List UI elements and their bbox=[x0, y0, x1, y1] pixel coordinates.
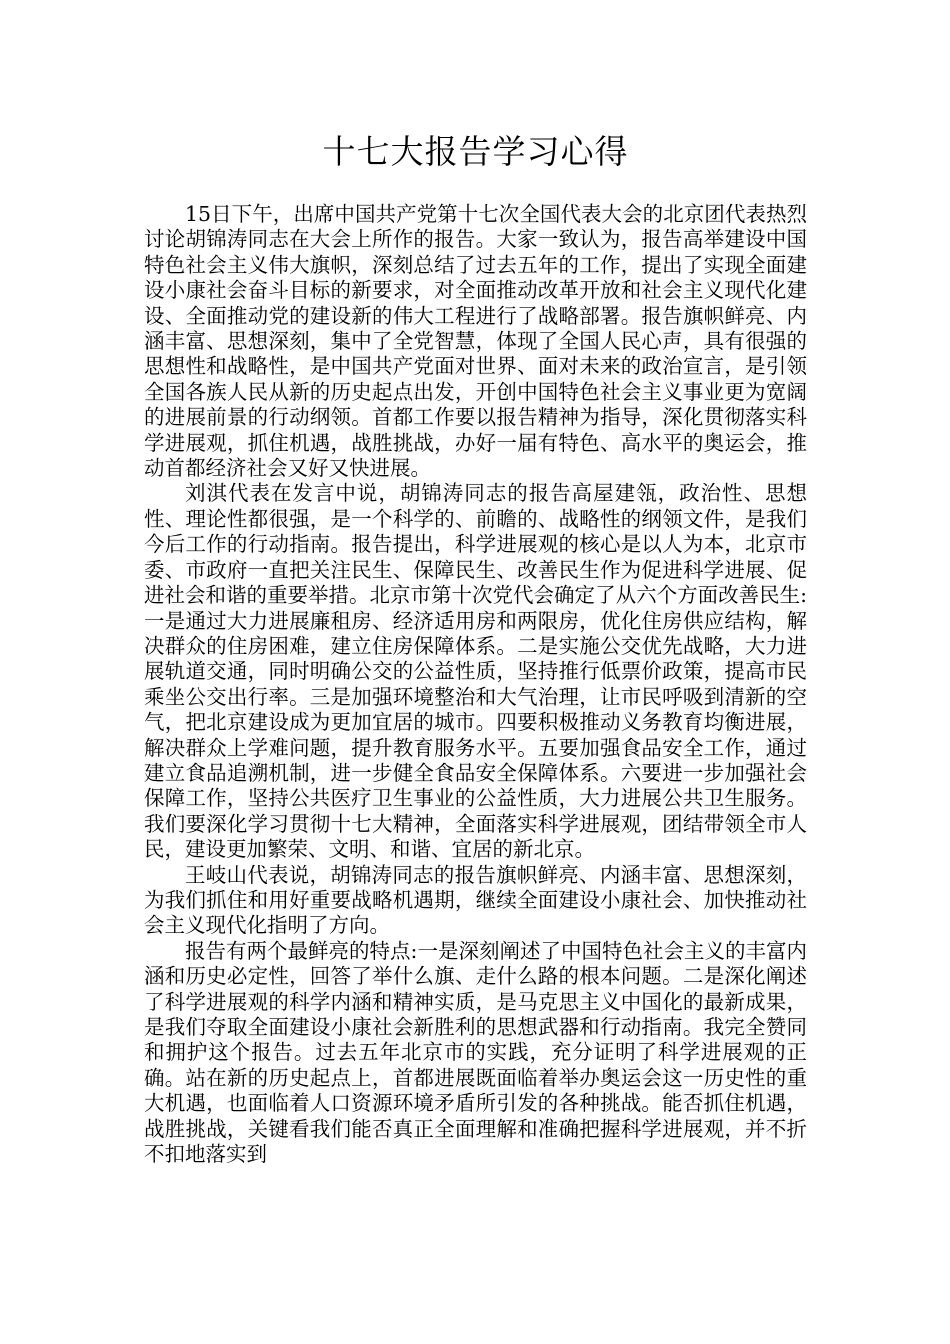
document-title: 十七大报告学习心得 bbox=[322, 132, 629, 171]
document-page bbox=[144, 0, 807, 1167]
paragraph-1: 15日下午，出席中国共产党第十七次全国代表大会的北京团代表热烈讨论胡锦涛同志在大会上所作的报告。大家一致认为，报告高举建设中国特色社会主义伟大旗帜，深刻总结了过去五年的工作，提出了实现全面建设小康社会奋斗目标的新要求，对全面推动改革开放和社会主义现代化建设、全面推动党的建设新的伟大工程进行了战略部署。报告旗帜鲜亮、内涵丰富、思想深刻，集中了全党智慧，体现了全国人民心声，具有很强的思想性和战略性，是中国共产党面对世界、面对未来的政治宣言，是引领全国各族人民从新的历史起点出发，开创中国特色社会主义事业更为宽阔的进展前景的行动纲领。首都工作要以报告精神为指导，深化贯彻落实科学进展观，抓住机遇，战胜挑战，办好一届有特色、高水平的奥运会，推动首都经济社会又好又快进展。 bbox=[144, 202, 807, 481]
paragraph-3: 王岐山代表说，胡锦涛同志的报告旗帜鲜亮、内涵丰富、思想深刻，为我们抓住和用好重要战略机遇期，继续全面建设小康社会、加快推动社会主义现代化指明了方向。 bbox=[144, 862, 807, 938]
paragraph-2: 刘淇代表在发言中说，胡锦涛同志的报告高屋建瓴，政治性、思想性、理论性都很强，是一个科学的、前瞻的、战略性的纲领文件，是我们今后工作的行动指南。报告提出，科学进展观的核心是以人为本，北京市委、市政府一直把关注民生、保障民生、改善民生作为促进科学进展、促进社会和谐的重要举措。北京市第十次党代会确定了从六个方面改善民生:一是通过大力进展廉租房、经济适用房和两限房，优化住房供应结构，解决群众的住房困难，建立住房保障体系。二是实施公交优先战略，大力进展轨道交通，同时明确公交的公益性质，坚持推行低票价政策，提高市民乘坐公交出行率。三是加强环境整治和大气治理，让市民呼吸到清新的空气，把北京建设成为更加宜居的城市。四要积极推动义务教育均衡进展，解决群众上学难问题，提升教育服务水平。五要加强食品安全工作，通过建立食品追溯机制，进一步健全食品安全保障体系。六要进一步加强社会保障工作，坚持公共医疗卫生事业的公益性质，大力进展公共卫生服务。我们要深化学习贯彻十七大精神，全面落实科学进展观，团结带领全市人民，建设更加繁荣、文明、和谐、宜居的新北京。 bbox=[144, 481, 807, 862]
document-body bbox=[144, 202, 807, 1167]
paragraph-4: 报告有两个最鲜亮的特点:一是深刻阐述了中国特色社会主义的丰富内涵和历史必定性，回答了举什么旗、走什么路的根本问题。二是深化阐述了科学进展观的科学内涵和精神实质，是马克思主义中国化的最新成果，是我们夺取全面建设小康社会新胜利的思想武器和行动指南。我完全赞同和拥护这个报告。过去五年北京市的实践，充分证明了科学进展观的正确。站在新的历史起点上，首都进展既面临着举办奥运会这一历史性的重大机遇，也面临着人口资源环境矛盾所引发的各种挑战。能否抓住机遇，战胜挑战，关键看我们能否真正全面理解和准确把握科学进展观，并不折不扣地落实到 bbox=[144, 938, 807, 1167]
